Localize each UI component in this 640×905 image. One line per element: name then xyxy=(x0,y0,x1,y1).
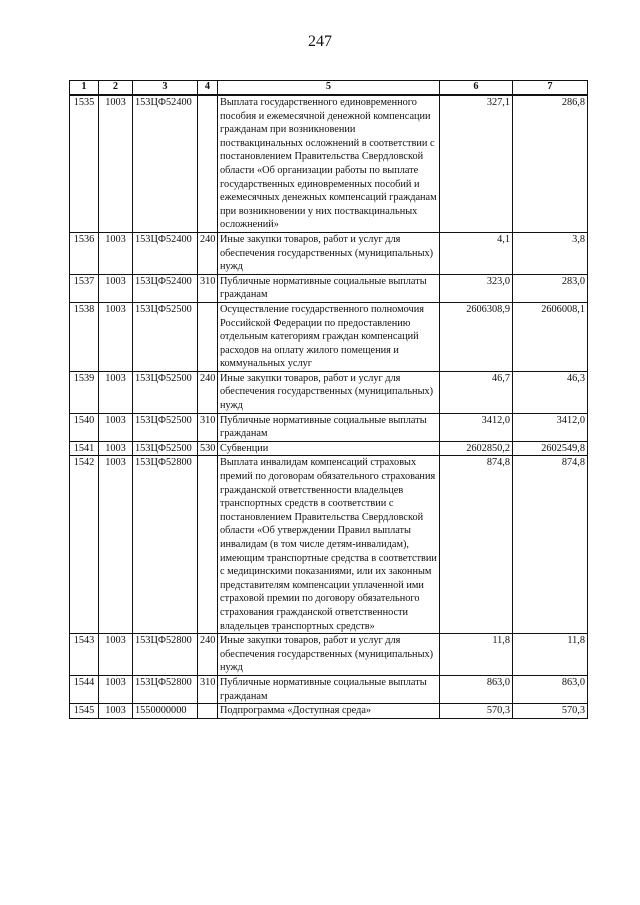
expense-type: 310 xyxy=(198,274,218,302)
value-col-6: 863,0 xyxy=(440,675,513,703)
value-col-6: 4,1 xyxy=(440,232,513,274)
item-name: Публичные нормативные социальные выплаты гражданам xyxy=(218,675,440,703)
budget-table xyxy=(69,80,588,719)
table-row xyxy=(70,704,588,719)
section-code: 1003 xyxy=(99,456,133,634)
item-name: Иные закупки товаров, работ и услуг для обеспечения государственных (муниципальных) нужд xyxy=(218,634,440,676)
table-row xyxy=(70,95,588,232)
value-col-6: 2606308,9 xyxy=(440,302,513,371)
value-col-7: 863,0 xyxy=(513,675,588,703)
page-number: 247 xyxy=(308,33,332,50)
item-name: Субвенции xyxy=(218,441,440,456)
value-col-7: 286,8 xyxy=(513,95,588,232)
target-code: 153ЦФ52500 xyxy=(133,413,198,441)
section-code: 1003 xyxy=(99,413,133,441)
table-row xyxy=(70,232,588,274)
item-name: Публичные нормативные социальные выплаты гражданам xyxy=(218,274,440,302)
target-code: 153ЦФ52500 xyxy=(133,371,198,413)
section-code: 1003 xyxy=(99,634,133,676)
header-col-2: 2 xyxy=(99,81,133,96)
section-code: 1003 xyxy=(99,95,133,232)
header-col-5: 5 xyxy=(218,81,440,96)
row-number: 1542 xyxy=(70,456,99,634)
header-col-7: 7 xyxy=(513,81,588,96)
header-col-6: 6 xyxy=(440,81,513,96)
table-row xyxy=(70,675,588,703)
header-col-1: 1 xyxy=(70,81,99,96)
target-code: 153ЦФ52500 xyxy=(133,302,198,371)
value-col-6: 3412,0 xyxy=(440,413,513,441)
target-code: 153ЦФ52400 xyxy=(133,274,198,302)
row-number: 1539 xyxy=(70,371,99,413)
value-col-6: 323,0 xyxy=(440,274,513,302)
value-col-7: 283,0 xyxy=(513,274,588,302)
value-col-7: 3412,0 xyxy=(513,413,588,441)
value-col-7: 3,8 xyxy=(513,232,588,274)
item-name: Выплата государственного единовременного пособия и ежемесячной денежной компенсации гражданам при возникновении поствакцинальных осложнений в соответствии с постановлением Правительства Свердловской области «Об организации работы по выплате государственных единовременных пособий и ежемесячных денежных компенсаций гражданам при возникновении у них поствакцинальных осложнений» xyxy=(218,95,440,232)
item-name: Иные закупки товаров, работ и услуг для обеспечения государственных (муниципальных) нужд xyxy=(218,371,440,413)
value-col-6: 570,3 xyxy=(440,704,513,719)
expense-type: 530 xyxy=(198,441,218,456)
row-number: 1537 xyxy=(70,274,99,302)
value-col-7: 874,8 xyxy=(513,456,588,634)
value-col-6: 11,8 xyxy=(440,634,513,676)
item-name: Осуществление государственного полномочия Российской Федерации по предоставлению отдельным категориям граждан компенсаций расходов на оплату жилого помещения и коммунальных услуг xyxy=(218,302,440,371)
table-row xyxy=(70,302,588,371)
expense-type xyxy=(198,704,218,719)
value-col-7: 11,8 xyxy=(513,634,588,676)
row-number: 1545 xyxy=(70,704,99,719)
value-col-6: 327,1 xyxy=(440,95,513,232)
expense-type xyxy=(198,456,218,634)
row-number: 1544 xyxy=(70,675,99,703)
expense-type: 310 xyxy=(198,413,218,441)
section-code: 1003 xyxy=(99,675,133,703)
table-row xyxy=(70,371,588,413)
value-col-6: 46,7 xyxy=(440,371,513,413)
table-row xyxy=(70,634,588,676)
target-code: 153ЦФ52500 xyxy=(133,441,198,456)
expense-type: 240 xyxy=(198,634,218,676)
row-number: 1541 xyxy=(70,441,99,456)
row-number: 1543 xyxy=(70,634,99,676)
table-row xyxy=(70,456,588,634)
section-code: 1003 xyxy=(99,704,133,719)
value-col-7: 46,3 xyxy=(513,371,588,413)
section-code: 1003 xyxy=(99,441,133,456)
expense-type: 240 xyxy=(198,232,218,274)
expense-type: 310 xyxy=(198,675,218,703)
row-number: 1536 xyxy=(70,232,99,274)
header-col-3: 3 xyxy=(133,81,198,96)
target-code: 153ЦФ52400 xyxy=(133,232,198,274)
value-col-6: 2602850,2 xyxy=(440,441,513,456)
target-code: 153ЦФ52800 xyxy=(133,675,198,703)
item-name: Выплата инвалидам компенсаций страховых премий по договорам обязательного страхования гражданской ответственности владельцев транспортных средств в соответствии с постановлением Правительства Свердловской области «Об утверждении Правил выплаты инвалидам (в том числе детям-инвалидам), имеющим транспортные средства в соответствии с медицинскими показаниями, или их законным представителям компенсации уплаченной ими страховой премии по договору обязательного страхования гражданской ответственности владельцев транспортных средств» xyxy=(218,456,440,634)
target-code: 1550000000 xyxy=(133,704,198,719)
item-name: Публичные нормативные социальные выплаты гражданам xyxy=(218,413,440,441)
section-code: 1003 xyxy=(99,302,133,371)
value-col-6: 874,8 xyxy=(440,456,513,634)
expense-type: 240 xyxy=(198,371,218,413)
section-code: 1003 xyxy=(99,232,133,274)
item-name: Иные закупки товаров, работ и услуг для обеспечения государственных (муниципальных) нужд xyxy=(218,232,440,274)
expense-type xyxy=(198,95,218,232)
section-code: 1003 xyxy=(99,371,133,413)
value-col-7: 2606008,1 xyxy=(513,302,588,371)
item-name: Подпрограмма «Доступная среда» xyxy=(218,704,440,719)
table-row xyxy=(70,441,588,456)
target-code: 153ЦФ52800 xyxy=(133,634,198,676)
row-number: 1538 xyxy=(70,302,99,371)
expense-type xyxy=(198,302,218,371)
target-code: 153ЦФ52800 xyxy=(133,456,198,634)
table-row xyxy=(70,274,588,302)
value-col-7: 570,3 xyxy=(513,704,588,719)
table-row xyxy=(70,413,588,441)
section-code: 1003 xyxy=(99,274,133,302)
row-number: 1540 xyxy=(70,413,99,441)
table-header-row xyxy=(70,81,588,96)
target-code: 153ЦФ52400 xyxy=(133,95,198,232)
value-col-7: 2602549,8 xyxy=(513,441,588,456)
header-col-4: 4 xyxy=(198,81,218,96)
row-number: 1535 xyxy=(70,95,99,232)
